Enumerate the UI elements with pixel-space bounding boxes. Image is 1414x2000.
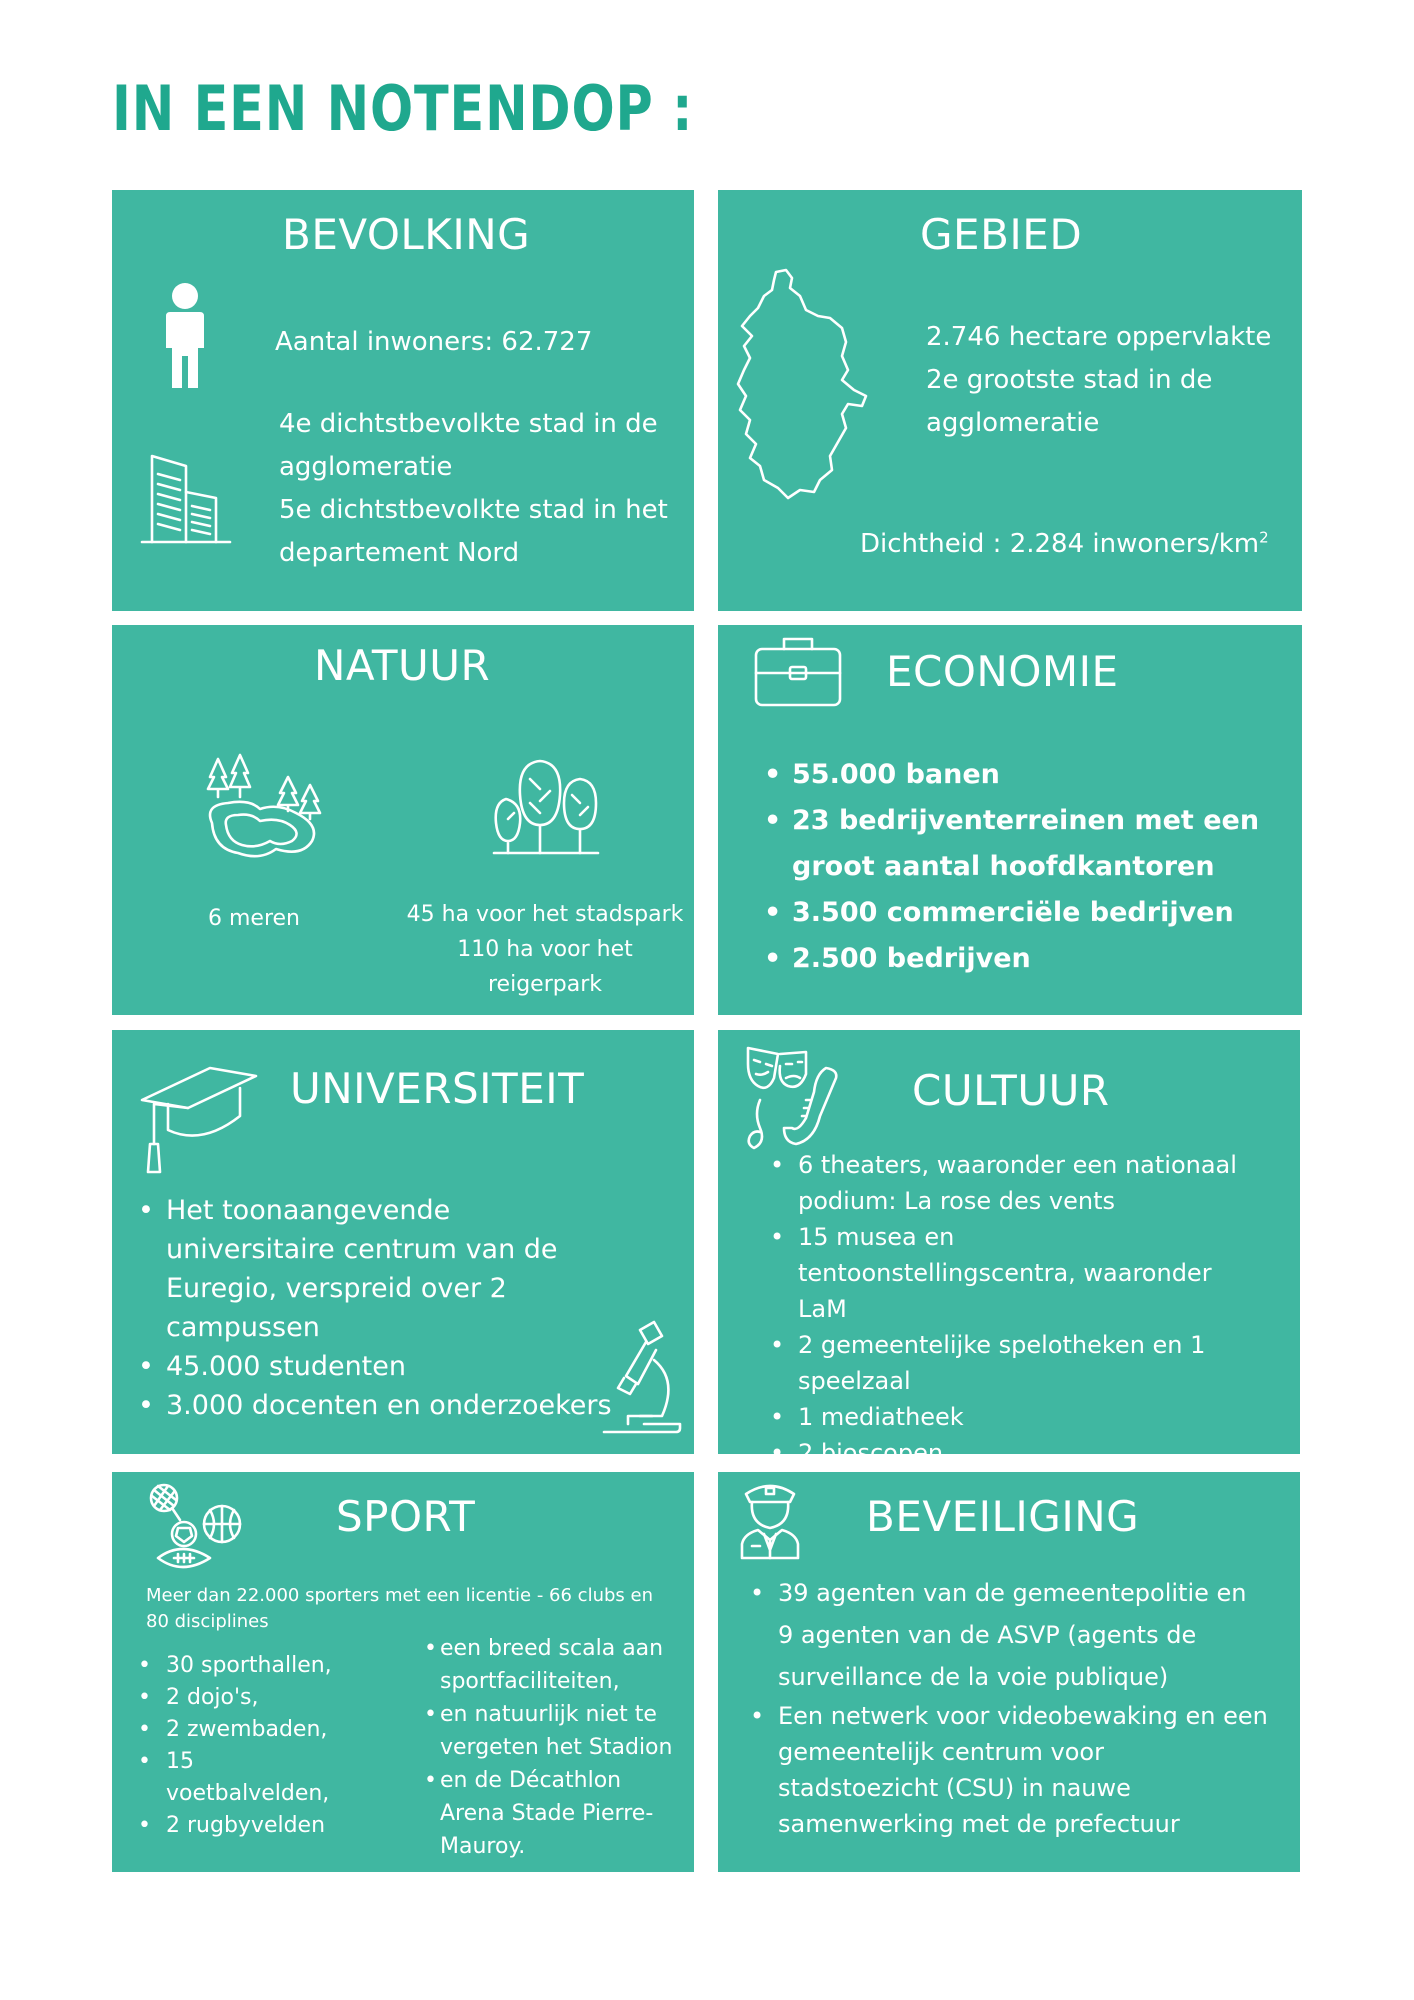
graduation-cap-icon (138, 1060, 260, 1178)
beveiliging-heading: BEVEILIGING (866, 1492, 1140, 1541)
page-title: IN EEN NOTENDOP : (112, 72, 694, 145)
natuur-card (112, 625, 694, 1015)
universiteit-card (112, 1030, 694, 1454)
universiteit-item: • 45.000 studenten (136, 1347, 616, 1386)
economie-list (762, 752, 1282, 982)
bevolking-inwoners: Aantal inwoners: 62.727 (275, 327, 593, 357)
sport-left-item: • 2 zwembaden, (136, 1714, 356, 1746)
gebied-card (718, 190, 1302, 611)
beveiliging-card (718, 1472, 1300, 1872)
bevolking-line3: 5e dichtstbevolkte stad in het (279, 495, 668, 525)
beveiliging-item: • Een netwerk voor videobewaking en een gemeentelijk centrum voor stadstoezicht (CSU) in nauwe samenwerking met de prefectuur (748, 1698, 1268, 1842)
gebied-heading: GEBIED (920, 210, 1083, 259)
universiteit-heading: UNIVERSITEIT (290, 1064, 585, 1113)
bevolking-line4: departement Nord (279, 538, 520, 568)
natuur-park2: 110 ha voor het reigerpark (457, 937, 633, 997)
sport-heading: SPORT (336, 1492, 476, 1541)
bevolking-line1: 4e dichtstbevolkte stad in de (279, 409, 658, 439)
cultuur-item: • 15 musea en tentoonstellingscentra, waaronder LaM (768, 1219, 1238, 1327)
universiteit-item: • Het toonaangevende universitaire centrum van de Euregio, verspreid over 2 campussen (136, 1191, 616, 1347)
sport-right-item: • en natuurlijk niet te vergeten het Stadion (422, 1698, 692, 1764)
gebied-line3: agglomeratie (926, 408, 1100, 438)
gebied-density-sup: 2 (1259, 528, 1269, 547)
sports-balls-icon (148, 1482, 244, 1574)
natuur-heading: NATUUR (314, 641, 491, 690)
cultuur-heading: CULTUUR (912, 1066, 1110, 1115)
bevolking-heading: BEVOLKING (282, 210, 531, 259)
sport-list-right (422, 1632, 692, 1863)
cultuur-item: • 6 theaters, waaronder een nationaal podium: La rose des vents (768, 1147, 1238, 1219)
police-officer-icon (738, 1478, 802, 1560)
theater-music-icon (744, 1044, 848, 1154)
gebied-density (860, 523, 1269, 566)
natuur-park1: 45 ha voor het stadspark (406, 902, 684, 927)
bevolking-card (112, 190, 694, 611)
gebied-text (926, 316, 1271, 445)
buildings-icon (138, 452, 234, 544)
cultuur-item: • 1 mediatheek (768, 1399, 1238, 1435)
cultuur-item: • 2 bioscopen (768, 1435, 1238, 1471)
beveiliging-list (748, 1572, 1268, 1842)
briefcase-icon (752, 633, 844, 709)
sport-intro: Meer dan 22.000 sporters met een licentie - 66 clubs en 80 disciplines (146, 1585, 653, 1632)
sport-left-item: • 2 dojo's, (136, 1682, 356, 1714)
microscope-icon (600, 1320, 684, 1438)
economie-item: • 3.500 commerciële bedrijven (762, 890, 1282, 936)
economie-item: • 55.000 banen (762, 752, 1282, 798)
economie-item: • 2.500 bedrijven (762, 936, 1282, 982)
sport-left-item: • 30 sporthallen, (136, 1650, 356, 1682)
gebied-line2: 2e grootste stad in de (926, 365, 1213, 395)
cultuur-card (718, 1030, 1300, 1467)
gebied-density-value: Dichtheid : 2.284 inwoners/km (860, 529, 1260, 559)
natuur-lakes: 6 meren (208, 906, 300, 931)
cultuur-list (768, 1147, 1238, 1471)
city-map-icon (734, 266, 878, 502)
universiteit-item: • 3.000 docenten en onderzoekers (136, 1386, 616, 1425)
person-icon (160, 280, 210, 392)
gebied-line1: 2.746 hectare oppervlakte (926, 322, 1272, 352)
cultuur-item: • 2 gemeentelijke spelotheken en 1 speelzaal (768, 1327, 1238, 1399)
sport-left-item: • 15 voetbalvelden, (136, 1746, 356, 1810)
lake-icon (198, 753, 328, 865)
economie-item: • 23 bedrijventerreinen met een groot aantal hoofdkantoren (762, 798, 1282, 890)
bevolking-rank (279, 403, 668, 575)
beveiliging-item: • 39 agenten van de gemeentepolitie en 9 agenten van de ASVP (agents de surveillance de la voie publique) (748, 1572, 1268, 1698)
sport-right-item: • een breed scala aan sportfaciliteiten, (422, 1632, 692, 1698)
sport-card (112, 1472, 694, 1872)
sport-list-left (136, 1650, 356, 1842)
natuur-parks (400, 897, 690, 1002)
sport-left-item: • 2 rugbyvelden (136, 1810, 356, 1842)
sport-right-item: • en de Décathlon Arena Stade Pierre-Mauroy. (422, 1764, 692, 1863)
economie-heading: ECONOMIE (886, 647, 1119, 696)
economie-card (718, 625, 1302, 1015)
universiteit-list (136, 1191, 616, 1425)
trees-icon (490, 759, 602, 855)
bevolking-line2: agglomeratie (279, 452, 453, 482)
